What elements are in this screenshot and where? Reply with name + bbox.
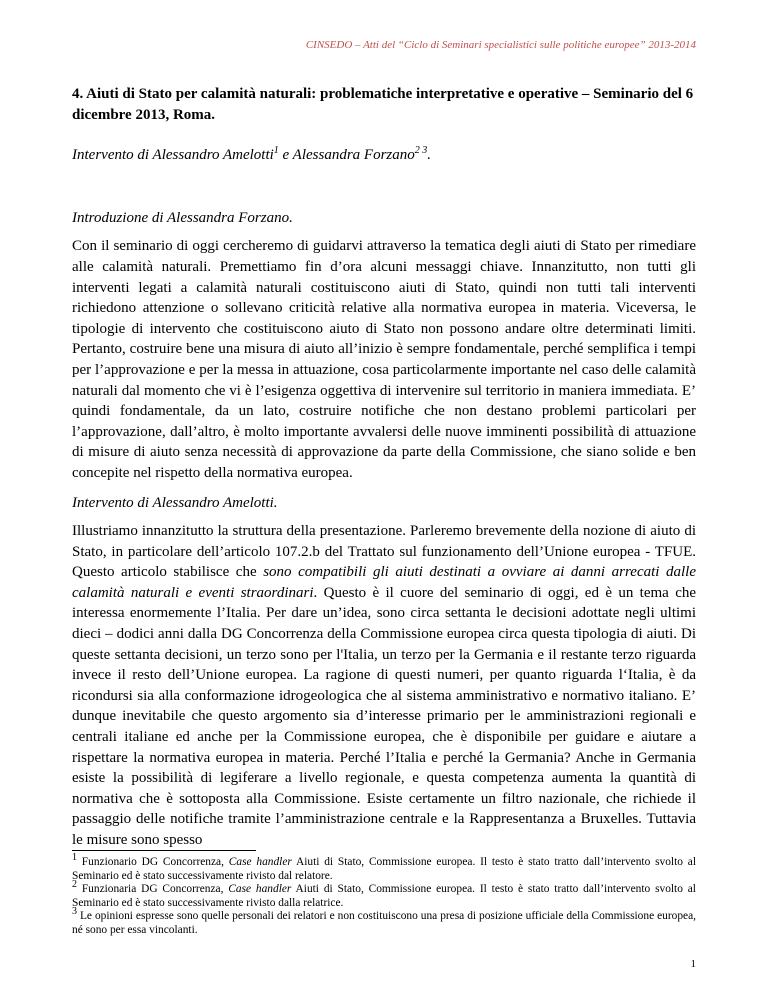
footnote-1 [72,852,696,883]
footnote-2-post: Aiuti di Stato, Commissione europea. Il testo è stato tratto dall’intervento svolto al Seminario ed è stato successivamente rivisto dalla relatrice. [72,883,696,909]
footnote-1-pre: Funzionario DG Concorrenza, [77,856,229,868]
footnote-mark-3: 3 [72,906,77,918]
page-body [72,84,696,860]
footnote-ref-2-3[interactable]: 2 3 [414,145,428,157]
footnote-3-text: Le opinioni espresse sono quelle personali dei relatori e non costituiscono una presa di posizione ufficiale della Commissione europea, né sono per essa vincolanti. [72,910,696,936]
intro-heading: Introduzione di Alessandra Forzano. [72,209,293,226]
amelotti-paragraph-italic-quote: sono compatibili gli aiuti destinati a ovviare ai danni arrecati dalle calamità naturali e eventi straordinari [72,564,696,601]
footnote-ref-1[interactable]: 1 [273,145,279,157]
section-title: 4. Aiuti di Stato per calamità naturali: problematiche interpretative e operative – Seminario del 6 dicembre 2013, Roma. [72,86,694,123]
footnote-2 [72,879,696,910]
footnote-3 [72,906,696,937]
footnote-2-italic: Case handler [228,883,292,896]
amelotti-paragraph-part2: . Questo è il cuore del seminario di oggi, ed è un tema che interessa enormemente l’Italia. Per dare un’idea, sono circa settanta le decisioni adottate negli ultimi dieci – dodici anni dalla DG Concorrenza della Commissione europea circa questa tipologia di aiuti. Di queste settanta decisioni, un terzo sono per l'Italia, un terzo per la Germania e il restante terzo riguarda invece il resto dell’Unione europea. La ragione di questi numeri, per quanto riguarda l‘Italia, è da ricondursi sia alla conformazione idrogeologica che al sistema amministrativo e normativo italiano. E’ dunque inevitabile che questo argomento sia d’interesse primario per le amministrazioni regionali e centrali italiane ed anche per la Commissione europea, che è disponibile per guidare e aiutare a rispettare la normativa europea in materia. Perché l’Italia e perché la Germania? Anche in Germania esiste la possibilità di legiferare a livello regionale, e questa competenza aumenta la quantità di normativa che è sottoposta alla Commissione. Esiste certamente un filtro nazionale, che richiede il passaggio delle notifiche tramite l’amministrazione centrale e la Rappresentanza a Bruxelles. Tuttavia le misure sono spesso [72,584,697,848]
intro-paragraph: Con il seminario di oggi cercheremo di guidarvi attraverso la tematica degli aiuti di Stato per rimediare alle calamità naturali. Premettiamo fin d’ora alcuni messaggi chiave. Innanzitutto, non tutti gli interventi legati a calamità naturali costituiscono aiuti di Stato, quindi non tutti tali interventi richiedono attenzione o sollevano criticità relative alla normativa europea in materia. Viceversa, le tipologie di intervento che costituiscono aiuto di Stato non possono andare oltre determinati limiti. Pertanto, costruire bene una misura di aiuto all’inizio è sempre fondamentale, perché semplifica i tempi per l’approvazione e per la messa in attuazione, cosa particolarmente importante nel caso delle calamità naturali dal momento che vi è l’esigenza oggettiva di intervenire sul territorio in maniera immediata. E’ quindi fondamentale, da un lato, costruire notifiche che non destano problemi particolari per l’approvazione, dall’altro, è molto importante avvalersi delle nuove imminenti possibilità di attuazione di misure di aiuto senza necessità di approvazione da parte della Commissione, che siano solide e ben concepite nel rispetto della normativa europea. [72,238,696,481]
footnote-separator [72,850,256,851]
footnote-2-pre: Funzionaria DG Concorrenza, [77,883,229,896]
footnote-mark-1: 1 [72,852,77,864]
speakers-line-end: . [427,147,432,164]
amelotti-paragraph-part1: Illustriamo innanzitutto la struttura della presentazione. Parleremo brevemente della nozione di aiuto di Stato, in particolare dell’articolo 107.2.b del Trattato sul funzionamento dell’Unione europea - TFUE. Questo articolo stabilisce che [72,523,696,581]
speakers-line-prefix: Intervento di Alessandro Amelotti [72,147,274,164]
amelotti-paragraph [72,521,696,851]
running-header: CINSEDO – Atti del “Ciclo di Seminari specialistici sulle politiche europee” 2013-2014 [305,39,696,51]
speakers-line-middle: e Alessandra Forzano [278,147,415,164]
amelotti-heading: Intervento di Alessandro Amelotti. [72,494,278,511]
footnote-mark-2: 2 [72,879,77,891]
footnotes [72,850,696,938]
page-number: 1 [690,958,696,970]
speakers-line [72,145,696,166]
footnote-1-post: Aiuti di Stato, Commissione europea. Il testo è stato tratto dall’intervento svolto al Seminario ed è stato successivamente rivisto dal relatore. [72,856,696,882]
footnote-1-italic: Case handler [228,856,292,868]
